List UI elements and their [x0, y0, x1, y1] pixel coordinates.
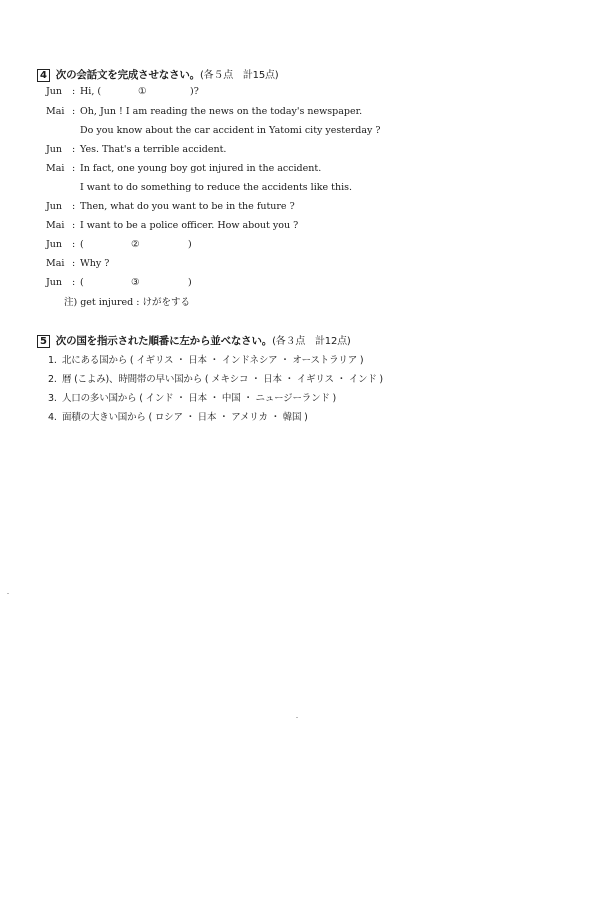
colon: :: [72, 258, 76, 269]
section-4-instruction: 次の会話文を完成させなさい。: [55, 69, 200, 81]
utterance: Yes. That's a terrible accident.: [80, 144, 227, 155]
speaker-label: Jun: [46, 277, 63, 288]
colon: :: [72, 86, 76, 97]
list-item: [48, 352, 363, 366]
list-item: [48, 390, 336, 404]
utterance: Oh, Jun ! I am reading the news on the today's newspaper.: [80, 106, 363, 117]
colon: :: [72, 163, 76, 174]
utterance: In fact, one young boy got injured in the accident.: [80, 163, 322, 174]
utterance: (: [80, 239, 84, 250]
section-4-title: [37, 66, 279, 82]
blank-marker-1: ①: [138, 86, 147, 97]
utterance: Hi, (: [80, 86, 102, 97]
list-item: [48, 409, 308, 423]
speaker-label: Jun: [46, 86, 63, 97]
section-5-points: (各３点 計12点): [272, 336, 351, 347]
item-text: 人口の多い国から ( インド ・ 日本 ・ 中国 ・ ニュージーランド ): [62, 393, 337, 404]
item-number: 1.: [48, 355, 57, 366]
section-5-instruction: 次の国を指示された順番に左から並べなさい。: [55, 335, 273, 347]
list-item: [48, 371, 383, 385]
speaker-label: Mai: [46, 163, 65, 174]
blank-close: )?: [190, 86, 199, 97]
item-text: 面積の大きい国から ( ロシア ・ 日本 ・ アメリカ ・ 韓国 ): [62, 412, 308, 423]
item-number: 4.: [48, 412, 57, 423]
blank-close: ): [188, 239, 192, 250]
utterance-continued: Do you know about the car accident in Yatomi city yesterday ?: [80, 125, 381, 136]
item-number: 3.: [48, 393, 57, 404]
blank-close: ): [188, 277, 192, 288]
colon: :: [72, 106, 76, 117]
item-number: 2.: [48, 374, 57, 385]
utterance: (: [80, 277, 84, 288]
utterance: I want to be a police officer. How about you ?: [80, 220, 299, 231]
colon: :: [72, 201, 76, 212]
colon: :: [72, 277, 76, 288]
item-text: 暦 (こよみ)、時間帯の早い国から ( メキシコ ・ 日本 ・ イギリス ・ インド ): [62, 374, 383, 385]
section-4-number: 4: [37, 69, 50, 82]
scan-speck: [296, 717, 298, 718]
speaker-label: Mai: [46, 220, 65, 231]
utterance: Why ?: [80, 258, 110, 269]
blank-marker-3: ③: [131, 277, 140, 288]
colon: :: [72, 239, 76, 250]
colon: :: [72, 144, 76, 155]
speaker-label: Jun: [46, 201, 63, 212]
speaker-label: Mai: [46, 106, 65, 117]
speaker-label: Jun: [46, 144, 63, 155]
section-5-number: 5: [37, 335, 50, 348]
section-5-title: [37, 332, 351, 348]
vocab-note: 注) get injured : けがをする: [64, 297, 190, 308]
speaker-label: Jun: [46, 239, 63, 250]
scan-speck: [7, 593, 9, 594]
speaker-label: Mai: [46, 258, 65, 269]
blank-marker-2: ②: [131, 239, 140, 250]
item-text: 北にある国から ( イギリス ・ 日本 ・ インドネシア ・ オーストラリア ): [62, 355, 364, 366]
colon: :: [72, 220, 76, 231]
section-4-points: (各５点 計15点): [199, 70, 279, 81]
utterance: Then, what do you want to be in the future ?: [80, 201, 295, 212]
utterance-continued: I want to do something to reduce the accidents like this.: [80, 182, 353, 193]
